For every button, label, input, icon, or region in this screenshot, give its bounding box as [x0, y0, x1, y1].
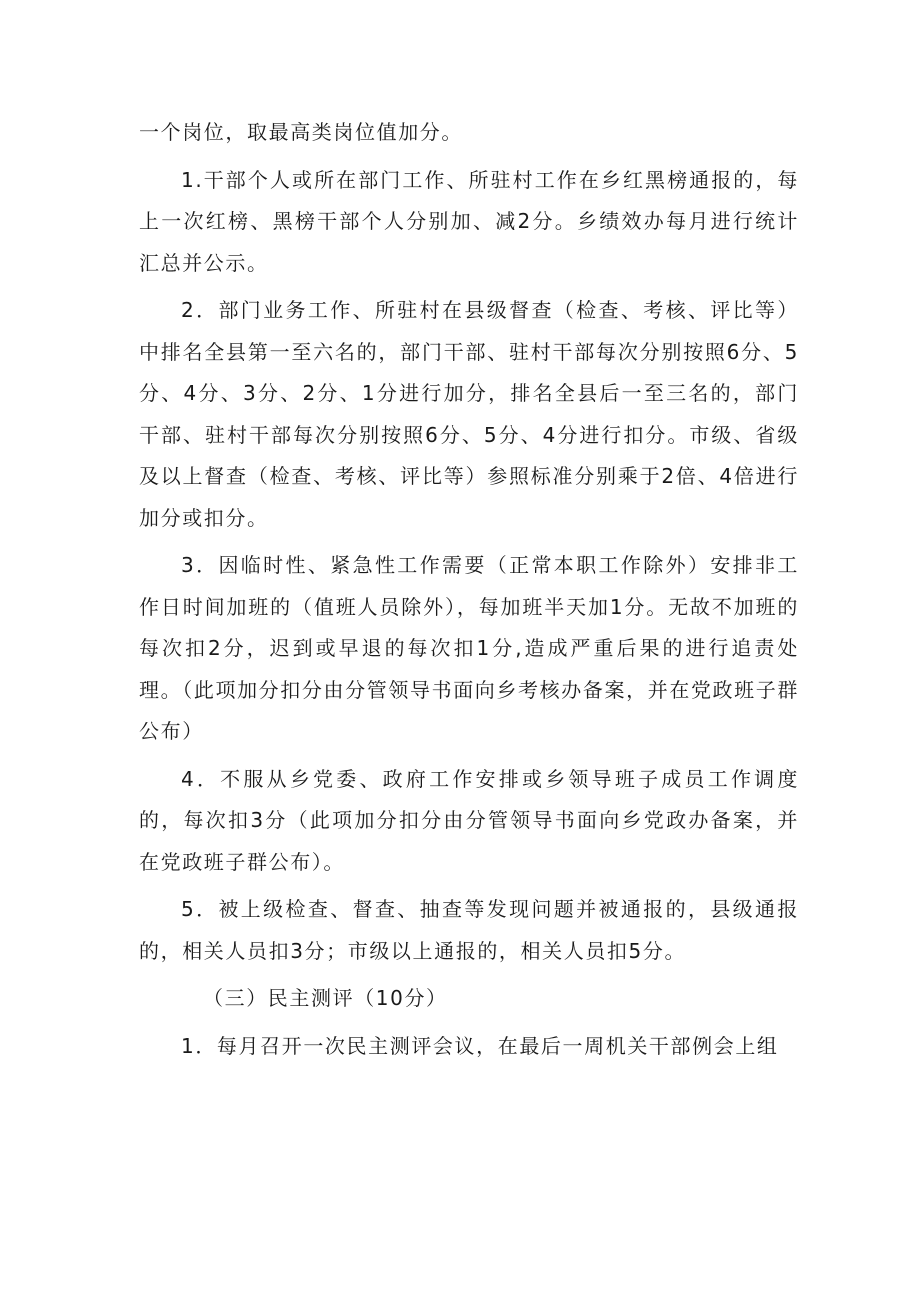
paragraph-item-5: 5．被上级检查、督查、抽查等发现问题并被通报的，县级通报的，相关人员扣3分；市级以上通报的，相关人员扣5分。 [139, 897, 799, 963]
paragraph-item-3: 3．因临时性、紧急性工作需要（正常本职工作除外）安排非工作日时间加班的（值班人员除外），每加班半天加1分。无故不加班的每次扣2分，迟到或早退的每次扣1分,造成严重后果的进行追责处理。（此项加分扣分由分管领导书面向乡考核办备案，并在党政班子群公布） [139, 553, 799, 743]
section-heading: （三）民主测评（10分） [203, 986, 448, 1010]
document-body [139, 112, 799, 1073]
paragraph-item-4: 4．不服从乡党委、政府工作安排或乡领导班子成员工作调度的，每次扣3分（此项加分扣分由分管领导书面向乡党政办备案，并在党政班子群公布）。 [139, 766, 799, 874]
paragraph-item-2: 2．部门业务工作、所驻村在县级督查（检查、考核、评比等）中排名全县第一至六名的，部门干部、驻村干部每次分别按照6分、5分、4分、3分、2分、1分进行加分，排名全县后一至三名的，部门干部、驻村干部每次分别按照6分、5分、4分进行扣分。市级、省级及以上督查（检查、考核、评比等）参照标准分别乘于2倍、4倍进行加分或扣分。 [139, 298, 799, 530]
paragraph-continuation: 一个岗位，取最高类岗位值加分。 [139, 120, 463, 144]
paragraph-item-1: 1.干部个人或所在部门工作、所驻村工作在乡红黑榜通报的，每上一次红榜、黑榜干部个人分别加、减2分。乡绩效办每月进行统计汇总并公示。 [139, 167, 799, 275]
paragraph-item-1-democratic-evaluation: 1．每月召开一次民主测评会议，在最后一周机关干部例会上组 [181, 1033, 779, 1058]
